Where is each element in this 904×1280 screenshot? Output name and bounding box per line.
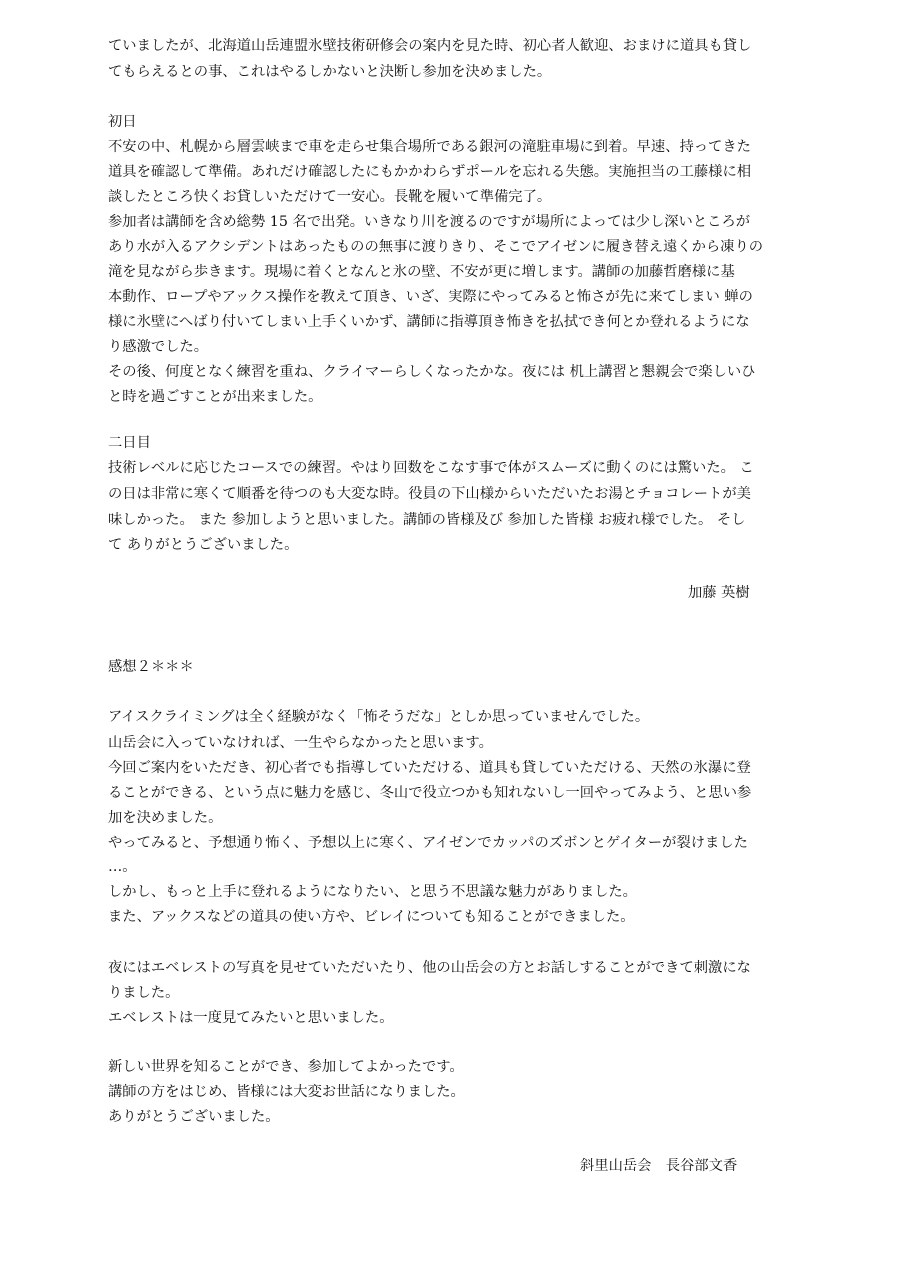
para3-line: 講師の方をはじめ、皆様には大変お世話になりました。 [108,1084,465,1100]
para3-line: ありがとうございました。 [108,1109,280,1125]
para1-line: 山岳会に入っていなければ、一生やらなかったと思います。 [108,735,493,751]
day1-line: り感激でした。 [108,339,209,355]
para2-line: 夜にはエベレストの写真を見せていただいたり、他の山岳会の方とお話しすることができて刺激にな [108,960,751,976]
day1-line: 滝を見ながら歩きます。現場に着くとなんと氷の壁、不安が更に増します。講師の加藤哲磨様に基 [108,264,735,280]
para1-line: しかし、もっと上手に登れるようになりたい、と思う不思議な魅力がありました。 [108,884,637,900]
para2-line: りました。 [108,985,180,1001]
signature-2: 斜里山岳会 長谷部文香 [580,1158,738,1174]
signature-1: 加藤 英樹 [688,585,750,601]
day1-line: 道具を確認して準備。あれだけ確認したにもかかわらずポールを忘れる失態。実施担当の工藤様に相 [108,164,752,180]
para1-line: やってみると、予想通り怖く、予想以上に寒く、アイゼンでカッパのズボンとゲイターが裂けました [108,835,748,851]
para1-line: ることができる、という点に魅力を感じ、冬山で役立つかも知れないし一回やってみよう、と思い参 [108,785,752,801]
day1-heading: 初日 [108,114,137,130]
day1-line: あり水が入るアクシデントはあったものの無事に渡りきり、そこでアイゼンに履き替え遠くから凍りの [108,239,764,255]
day1-line: その後、何度となく練習を重ね、クライマーらしくなったかな。夜には 机上講習と懇親会で楽しいひ [108,364,756,380]
day2-line: の日は非常に寒くて順番を待つのも大変な時。役員の下山様からいただいたお湯とチョコレートが美 [108,486,751,502]
day2-heading: 二日目 [108,435,151,451]
para1-line: アイスクライミングは全く経験がなく「怖そうだな」としか思っていませんでした。 [108,709,650,725]
day1-line: 参加者は講師を含め総勢 15 名で出発。いきなり川を渡るのですが場所によっては少し深いところが [108,214,751,230]
intro-line: ていましたが、北海道山岳連盟氷壁技術研修会の案内を見た時、初心者人歓迎、おまけに道具も貸し [108,38,752,54]
day2-line: て ありがとうございました。 [108,537,299,553]
day2-line: 技術レベルに応じたコースでの練習。やはり回数をこなす事で体がスムーズに動くのには驚いた。 こ [108,460,754,476]
day1-line: 本動作、ロープやアックス操作を教えて頂き、いざ、実際にやってみると怖さが先に来てしまい 蝉の [108,289,753,305]
day1-line: と時を過ごすことが出来ました。 [108,389,323,405]
para3-line: 新しい世界を知ることができ、参加してよかったです。 [108,1059,464,1075]
intro-line: てもらえるとの事、これはやるしかないと決断し参加を決めました。 [108,64,552,80]
para1-line: 今回ご案内をいただき、初心者でも指導していただける、道具も貸していただける、天然の氷瀑に登 [108,760,751,776]
day1-line: 不安の中、札幌から層雲峡まで車を走らせ集合場所である銀河の滝駐車場に到着。早速、持ってきた [108,139,751,155]
para1-line: また、アックスなどの道具の使い方や、ビレイについても知ることができました。 [108,909,635,925]
para1-line: …。 [108,859,137,875]
para2-line: エベレストは一度見てみたいと思いました。 [108,1010,394,1026]
para1-line: 加を決めました。 [108,810,223,826]
section2-heading: 感想２＊＊＊ [108,659,194,675]
day2-line: 味しかった。 また 参加しようと思いました。講師の皆様及び 参加した皆様 お疲れ様でした。 そし [108,512,746,528]
day1-line: 談したところ快くお貸しいただけて一安心。長靴を履いて準備完了。 [108,189,552,205]
day1-line: 様に氷壁にへばり付いてしまい上手くいかず、講師に指導頂き怖きを払拭でき何とか登れるようにな [108,314,750,330]
